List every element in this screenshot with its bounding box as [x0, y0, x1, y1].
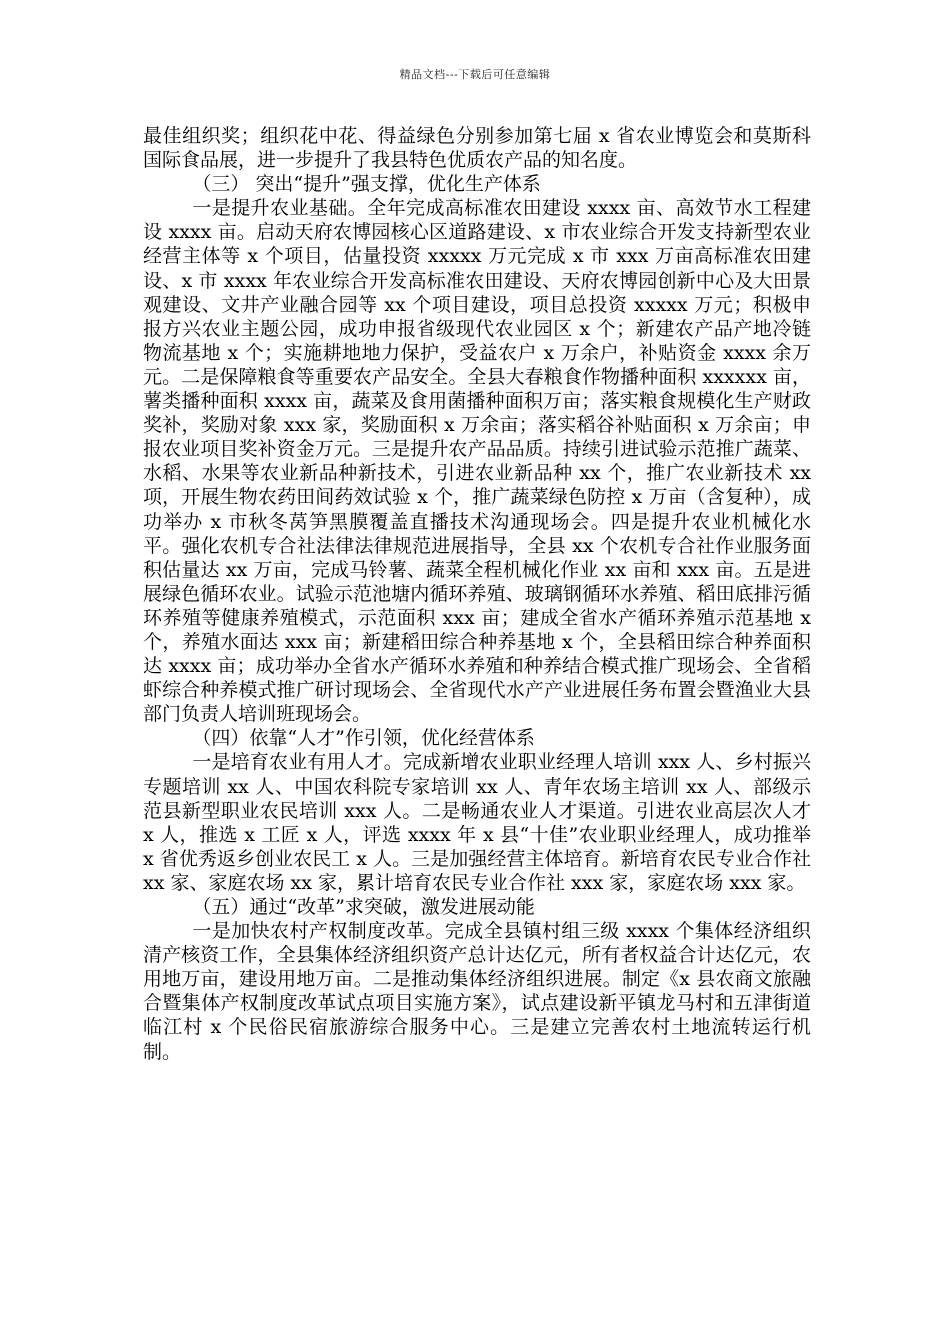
section-heading-3: （三） 突出“提升”强支撑，优化生产体系: [192, 173, 541, 196]
body-text: [143, 124, 811, 1064]
paragraph-production-system: 一是提升农业基础。全年完成高标准农田建设 xxxx 亩、高效节水工程建设 xxxx 亩。启动天府农博园核心区道路建设、x 市农业综合开发支持新型农业经营主体等 x 个项目，估量投资 xxxxx 万元完成 x 市 xxx 万亩高标准农田建设、x 市 xxxx 年农业综合开发高标准农田建设、天府农博园创新中心及大田景观建设、文井产业融合园等 xx 个项目建设，项目总投资 xxxxx 万元；积极申报方兴农业主题公园，成功申报省级现代农业园区 x 个；新建农产品产地冷链物流基地 x 个；实施耕地地力保护，受益农户 x 万余户，补贴资金 xxxx 余万元。二是保障粮食等重要农产品安全。全县大春粮食作物播种面积 xxxxxx 亩，薯类播种面积 xxxx 亩，蔬菜及食用菌播种面积万亩；落实粮食规模化生产财政奖补，奖励对象 xxx 家，奖励面积 x 万余亩；落实稻谷补贴面积 x 万余亩；申报农业项目奖补资金万元。三是提升农产品品质。持续引进试验示范推广蔬菜、水稻、水果等农业新品种新技术，引进农业新品种 xx 个，推广农业新技术 xx 项，开展生物农药田间药效试验 x 个，推广蔬菜绿色防控 x 万亩（含复种），成功举办 x 市秋冬莴笋黑膜覆盖直播技术沟通现场会。四是提升农业机械化水平。强化农机专合社法律法律规范进展指导，全县 xx 个农机专合社作业服务面积估量达 xx 万亩，完成马铃薯、蔬菜全程机械化作业 xx 亩和 xxx 亩。五是进展绿色循环农业。试验示范池塘内循环养殖、玻璃钢循环水养殖、稻田底排污循环养殖等健康养殖模式，示范面积 xxx 亩；建成全省水产循环养殖示范基地 x 个，养殖水面达 xxx 亩；新建稻田综合种养基地 x 个，全县稻田综合种养面积达 xxxx 亩；成功举办全省水产循环水养殖和种养结合模式推广现场会、全省稻虾综合种养模式推广研讨现场会、全省现代水产产业进展任务布置会暨渔业大县部门负责人培训班现场会。: [143, 197, 811, 726]
paragraph-award-conclusion: 最佳组织奖；组织花中花、得益绿色分别参加第七届 x 省农业博览会和莫斯科国际食品展，进一步提升了我县特色优质农产品的知名度。: [143, 125, 811, 172]
section-heading-5: （五）通过“改革”求突破，激发进展动能: [192, 896, 535, 918]
header-note: 精品文档---下载后可任意编辑: [399, 68, 551, 81]
paragraph-reform: 一是加快农村产权制度改革。完成全县镇村组三级 xxxx 个集体经济组织清产核资工作，全县集体经济组织资产总计达亿元，所有者权益合计达亿元，农用地万亩，建设用地万亩。二是推动集体经济组织进展。制定《x 县农商文旅融合暨集体产权制度改革试点项目实施方案》，试点建设新平镇龙马村和五津街道临江村 x 个民俗民宿旅游综合服务中心。三是建立完善农村土地流转运行机制。: [143, 920, 811, 1063]
paragraph-talent: 一是培育农业有用人才。完成新增农业职业经理人培训 xxx 人、乡村振兴专题培训 xx 人、中国农科院专家培训 xx 人、青年农场主培训 xx 人、部级示范县新型职业农民培训 xxx 人。二是畅通农业人才渠道。引进农业高层次人才 x 人，推选 x 工匠 x 人，评选 xxxx 年 x 县“十佳”农业职业经理人，成功推举 x 省优秀返乡创业农民工 x 人。三是加强经营主体培育。新培育农民专业合作社 xx 家、家庭农场 xx 家，累计培育农民专业合作社 xxx 家，家庭农场 xxx 家。: [143, 751, 811, 894]
section-heading-4: （四）依靠“人才”作引领，优化经营体系: [192, 727, 535, 750]
